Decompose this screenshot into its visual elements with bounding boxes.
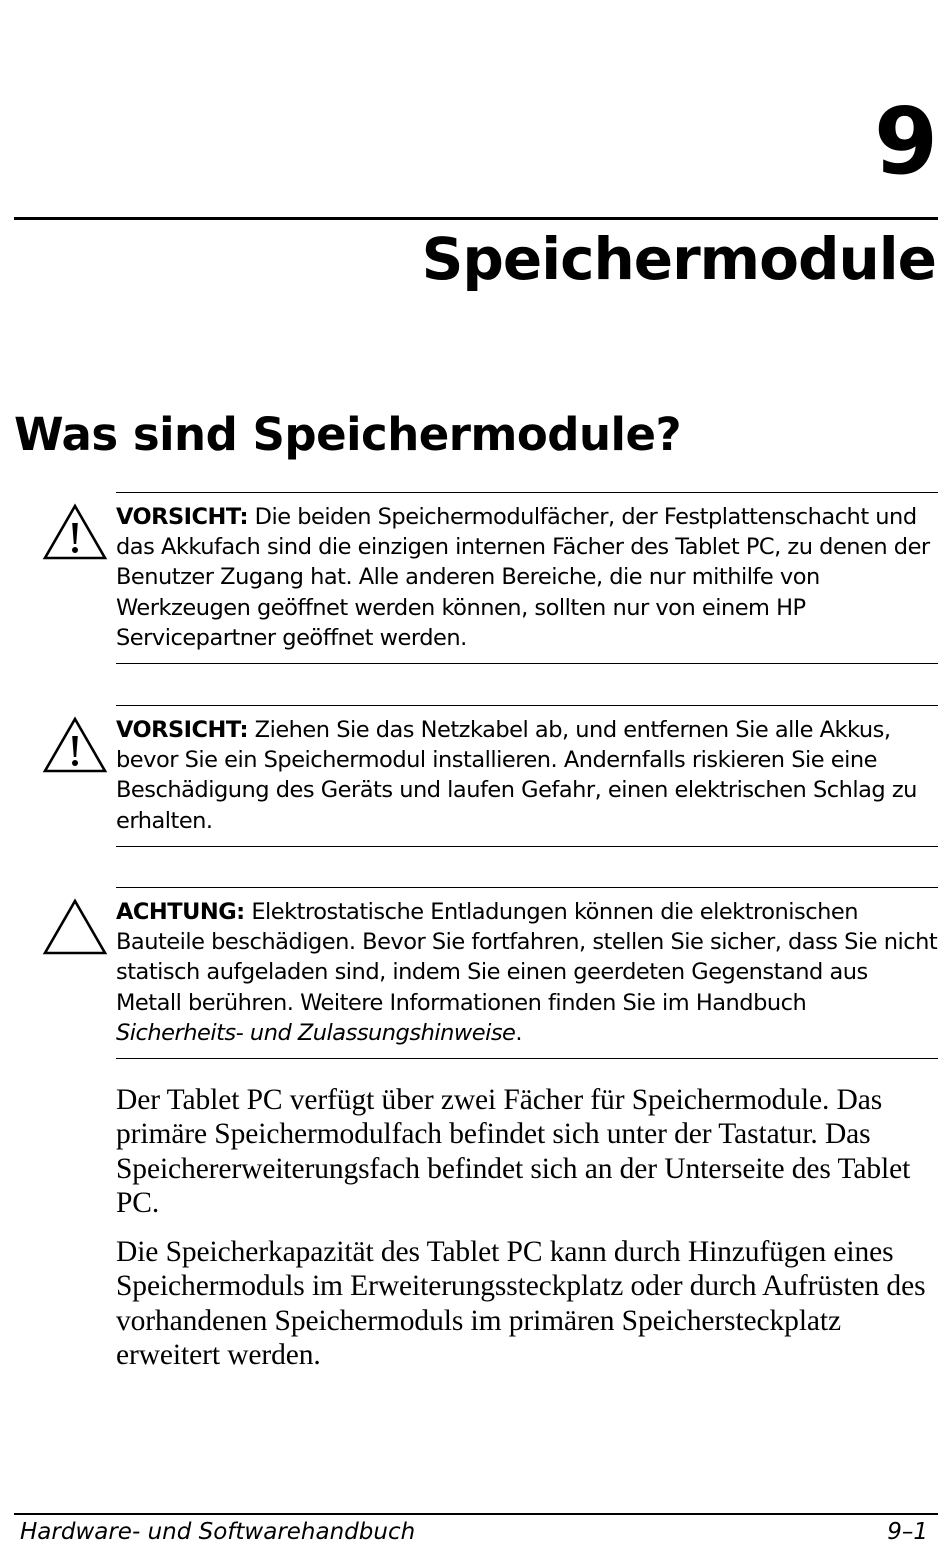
- caution-notice: [116, 705, 938, 847]
- notice-text: Die beiden Speichermodulfächer, der Festplattenschacht und das Akkufach sind die einzigen internen Fächer des Tablet PC, zu denen der Benutzer Zugang hat. Alle anderen Bereiche, die nur mithilfe von Werkzeugen geöffnet werden können, sollten nur von einem HP Servicepartner geöffnet werden.: [116, 504, 930, 651]
- footer-rule: [14, 1513, 938, 1515]
- attention-notice: [116, 887, 938, 1059]
- caution-notice: [116, 492, 938, 664]
- section-heading: Was sind Speichermodule?: [14, 408, 682, 461]
- notice-label: ACHTUNG:: [116, 899, 245, 925]
- chapter-number: 9: [873, 88, 936, 195]
- notice-text-tail: .: [515, 1019, 523, 1046]
- notice-label: VORSICHT:: [116, 504, 249, 530]
- notice-text: Elektrostatische Entladungen können die elektronischen Bauteile beschädigen. Bevor Sie fortfahren, stellen Sie sicher, dass Sie nicht statisch aufgeladen sind, indem Sie einen geerdeten Gegenstand aus Metall berühren. Weitere Informationen finden Sie im Handbuch: [116, 899, 938, 1016]
- notice-manual-reference: Sicherheits- und Zulassungshinweise: [116, 1019, 516, 1046]
- notice-text: Ziehen Sie das Netzkabel ab, und entfernen Sie alle Akkus, bevor Sie ein Speichermodul installieren. Andernfalls riskieren Sie eine Beschädigung des Geräts und laufen Gefahr, einen elektrischen Schlag zu erhalten.: [116, 717, 917, 834]
- footer-manual-title: Hardware- und Softwarehandbuch: [20, 1519, 416, 1545]
- warning-exclamation-icon: [42, 716, 108, 774]
- body-paragraph: Die Speicherkapazität des Tablet PC kann durch Hinzufügen eines Speichermoduls im Erweiterungssteckplatz oder durch Aufrüsten des vorhandenen Speichermoduls im primären Speichersteckplatz erweitert werden.: [116, 1236, 926, 1372]
- notice-label: VORSICHT:: [116, 717, 249, 743]
- chapter-title: Speichermodule: [421, 225, 936, 293]
- body-paragraph: Der Tablet PC verfügt über zwei Fächer für Speichermodule. Das primäre Speichermodulfach befindet sich unter der Tastatur. Das Speichererweiterungsfach befindet sich an der Unterseite des Tablet PC.: [116, 1084, 911, 1220]
- chapter-rule: [14, 217, 938, 220]
- warning-exclamation-icon: [42, 503, 108, 561]
- footer-page-number: 9–1: [887, 1519, 928, 1545]
- caution-triangle-icon: [42, 898, 108, 956]
